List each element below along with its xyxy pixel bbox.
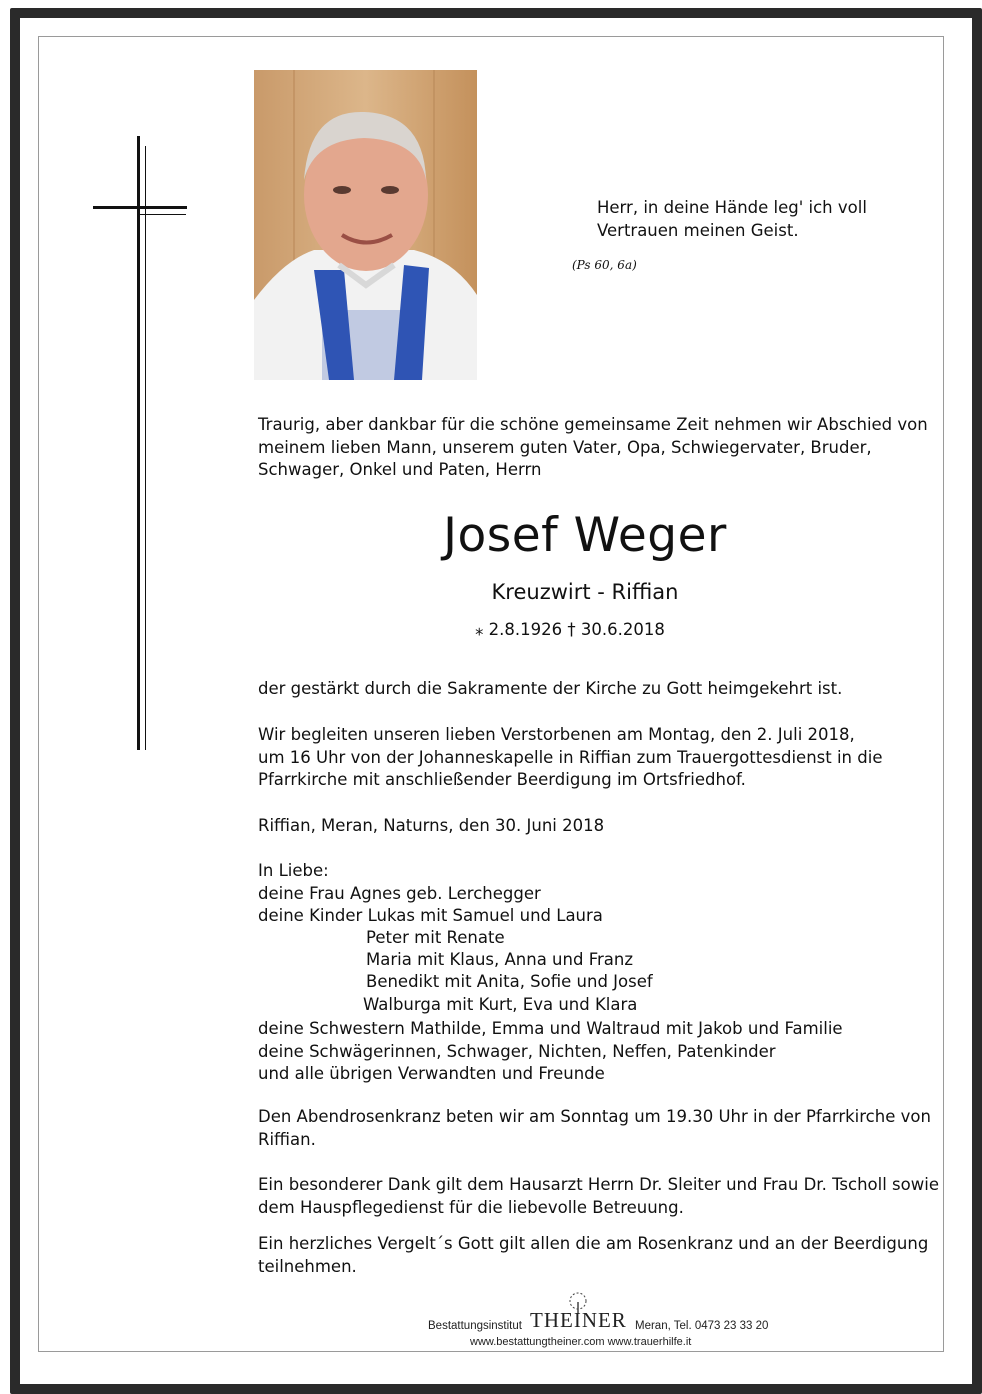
list-item: Benedikt mit Anita, Sofie und Josef: [366, 972, 653, 991]
mourners-list: [258, 860, 603, 928]
list-item: deine Kinder Lukas mit Samuel und Laura: [258, 906, 603, 925]
list-item: Maria mit Klaus, Anna und Franz: [366, 950, 633, 969]
funeral-home-logo: THEINER: [530, 1308, 627, 1332]
deceased-title: Kreuzwirt - Riffian: [491, 580, 679, 604]
text-line: Traurig, aber dankbar für die schöne gemeinsame Zeit nehmen wir Abschied von: [258, 415, 928, 434]
text-line: Schwager, Onkel und Paten, Herrn: [258, 460, 542, 479]
text-line: um 16 Uhr von der Johanneskapelle in Riffian zum Trauergottesdienst in die: [258, 747, 883, 767]
list-item: Peter mit Renate: [366, 928, 505, 947]
footer-web: www.bestattungtheiner.com www.trauerhilfe.it: [470, 1336, 692, 1348]
rosary-paragraph: [258, 1106, 931, 1151]
thanks-paragraph: [258, 1174, 939, 1219]
list-item: deine Schwägerinnen, Schwager, Nichten, Neffen, Patenkinder: [258, 1041, 776, 1061]
text-line: Den Abendrosenkranz beten wir am Sonntag um 19.30 Uhr in der Pfarrkirche von: [258, 1107, 931, 1126]
life-dates: ⁎ 2.8.1926 † 30.6.2018: [475, 620, 665, 639]
list-item: Walburga mit Kurt, Eva und Klara: [363, 995, 638, 1014]
footer-prefix: Bestattungsinstitut: [428, 1320, 522, 1332]
list-item: und alle übrigen Verwandten und Freunde: [258, 1064, 605, 1083]
text-line: teilnehmen.: [258, 1256, 357, 1276]
intro-paragraph: [258, 414, 928, 482]
text-line: Ein herzliches Vergelt´s Gott gilt allen die am Rosenkranz und an der Beerdigung: [258, 1234, 929, 1253]
text-line: meinem lieben Mann, unserem guten Vater, Opa, Schwiegervater, Bruder,: [258, 437, 872, 457]
psalm-quote: [597, 197, 867, 242]
list-item: deine Frau Agnes geb. Lerchegger: [258, 883, 541, 903]
place-date: Riffian, Meran, Naturns, den 30. Juni 2018: [258, 816, 605, 835]
psalm-line: Herr, in deine Hände leg' ich voll: [597, 198, 867, 217]
text-line: Wir begleiten unseren lieben Verstorbenen am Montag, den 2. Juli 2018,: [258, 725, 855, 744]
mourners-heading: In Liebe:: [258, 861, 329, 880]
psalm-line: Vertrauen meinen Geist.: [597, 220, 799, 240]
mourners-list-2: [258, 1018, 843, 1086]
text-line: Pfarrkirche mit anschließender Beerdigung im Ortsfriedhof.: [258, 770, 746, 789]
list-item: deine Schwestern Mathilde, Emma und Waltraud mit Jakob und Familie: [258, 1019, 843, 1038]
portrait-photo: [254, 70, 477, 380]
closing-paragraph: [258, 1233, 928, 1278]
psalm-reference: (Ps 60, 6a): [572, 258, 637, 272]
footer-contact: Meran, Tel. 0473 23 33 20: [635, 1320, 769, 1332]
text-line: Ein besonderer Dank gilt dem Hausarzt Herrn Dr. Sleiter und Frau Dr. Tscholl sowie: [258, 1175, 939, 1194]
sacrament-line: der gestärkt durch die Sakramente der Kirche zu Gott heimgekehrt ist.: [258, 679, 843, 698]
funeral-paragraph: [258, 724, 882, 792]
deceased-name: Josef Weger: [443, 508, 727, 563]
text-line: dem Hauspflegedienst für die liebevolle Betreuung.: [258, 1197, 684, 1217]
text-line: Riffian.: [258, 1129, 316, 1149]
